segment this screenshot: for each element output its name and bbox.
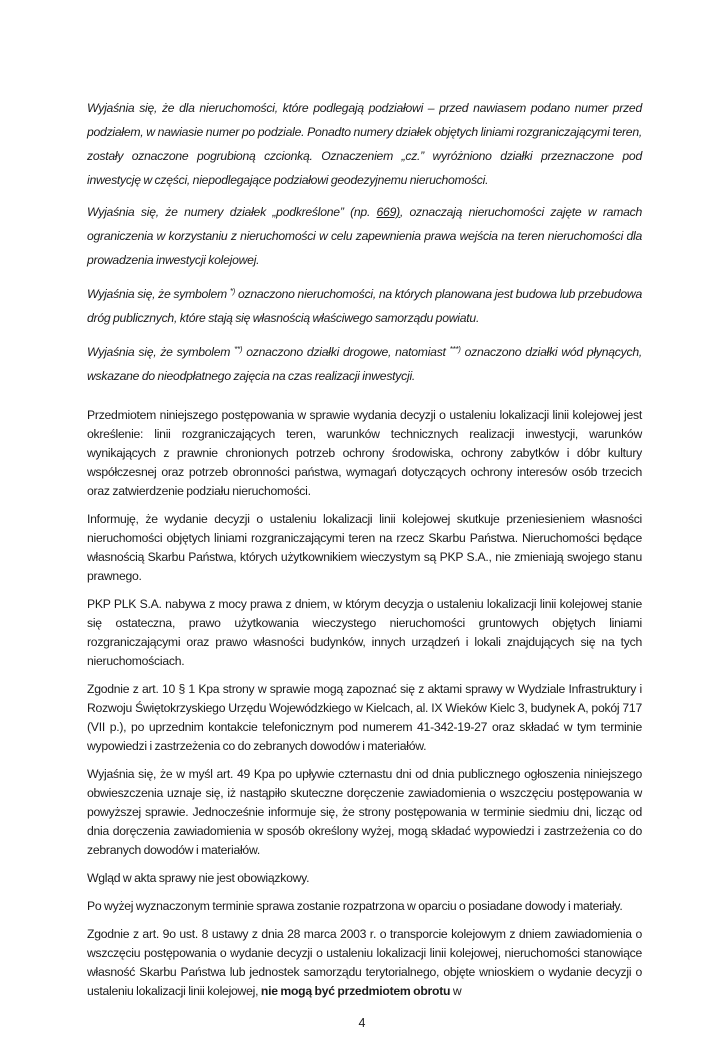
paragraph-art-49: Wyjaśnia się, że w myśl art. 49 Kpa po upływie czternastu dni od dnia publicznego ogłoszenia niniejszego obwieszczenia uznaje się, iż nastąpiło skuteczne doręczenie zawiadomienia o wszczęciu postępowania w powyższej sprawie. Jednocześnie informuje się, że strony postępowania w terminie siedmiu dni, licząc od dnia doręczenia zawiadomienia w sposób określony wyżej, mogą składać wypowiedzi i zastrzeżenia co do zebranych dowodów i materiałów. [87,767,642,857]
note-text: oznaczono nieruchomości, na których planowana jest budowa lub przebudowa dróg publicznych, które stają się własnością właściwego samorządu powiatu. [87,287,642,325]
paragraph-access-files: Zgodnie z art. 10 § 1 Kpa strony w sprawie mogą zapoznać się z aktami sprawy w Wydziale Infrastruktury i Rozwoju Świętokrzyskiego Urzędu Wojewódzkiego w Kielcach, al. IX Wieków Kielc 3, budynek A, pokój 717 (VII p.), po uprzednim kontakcie telefonicznym pod numerem 41-342-19-27 oraz składać w tym terminie wypowiedzi i zastrzeżenia co do zebranych dowodów i materiałów. [87,682,642,753]
paragraph-art-9o [87,925,642,1001]
page-number: 4 [358,1016,366,1030]
note-symbol-single [87,280,642,330]
note-text: Wyjaśnia się, że symbolem [87,345,235,359]
footnote-symbol: *) [229,287,236,296]
note-division-numbers [87,96,642,192]
underlined-parcel-example: 669) [376,205,400,219]
paragraph-pkp-plk: PKP PLK S.A. nabywa z mocy prawa z dniem, w którym decyzja o ustaleniu lokalizacji linii kolejowej stanie się ostateczna, prawo użytkowania wieczystego nieruchomości gruntowych objętych liniami rozgraniczającymi oraz prawo własności budynków, innych urządzeń i lokali znajdujących się na tych nieruchomościach. [87,597,642,668]
footnote-symbol: **) [234,345,243,354]
note-text: Wyjaśnia się, że dla nieruchomości, które podlegają podziałowi – przed nawiasem podano numer przed podziałem, w nawiasie numer po podziale. Ponadto numery działek objętych liniami rozgraniczającymi teren, zostały oznaczone pogrubioną czcionką. Oznaczeniem „cz.” wyróżniono działki przeznaczone pod inwestycję w części, niepodlegające podziałowi geodezyjnemu nieruchomości. [87,101,642,187]
paragraph-text: w [450,984,462,998]
paragraph-text: Zgodnie z art. 9o ust. 8 ustawy z dnia 28 marca 2003 r. o transporcie kolejowym z dniem zawiadomienia o wszczęciu postępowania o wydanie decyzji o ustaleniu lokalizacji linii kolejowej, nieruchomości stanowiące własność Skarbu Państwa lub jednostek samorządu terytorialnego, objęte wnioskiem o wydanie decyzji o ustaleniu lokalizacji linii kolejowej, [87,927,642,998]
paragraph-inspection-optional: Wgląd w akta sprawy nie jest obowiązkowy. [87,871,310,885]
note-underlined-parcels [87,200,642,272]
note-text: oznaczono działki wód płynących, wskazane do nieodpłatnego zajęcia na czas realizacji inwestycji. [87,345,642,383]
note-text: Wyjaśnia się, że numery działek „podkreślone” (np. [87,205,377,219]
paragraph-subject: Przedmiotem niniejszego postępowania w sprawie wydania decyzji o ustaleniu lokalizacji linii kolejowej jest określenie: linii rozgraniczających teren, warunków technicznych realizacji inwestycji, warunków wynikających z prawnie chronionych potrzeb ochrony środowiska, ochrony zabytków i dóbr kultury współczesnej oraz potrzeb obronności państwa, wymagań dotyczących ochrony interesów osób trzecich oraz zatwierdzenie podziału nieruchomości. [87,408,642,498]
bold-emphasis: nie mogą być przedmiotem obrotu [260,984,451,998]
document-page [87,0,642,1001]
note-text: Wyjaśnia się, że symbolem [87,287,230,301]
paragraph-after-deadline: Po wyżej wyznaczonym terminie sprawa zostanie rozpatrzona w oparciu o posiadane dowody i materiały. [87,899,623,913]
note-text: , oznaczają nieruchomości zajęte w ramach ograniczenia w korzystaniu z nieruchomości w celu zapewnienia prawa wejścia na teren nieruchomości dla prowadzenia inwestycji kolejowej. [87,205,642,267]
paragraph-ownership-transfer: Informuję, że wydanie decyzji o ustaleniu lokalizacji linii kolejowej skutkuje przeniesieniem własności nieruchomości objętych liniami rozgraniczającymi teren na rzecz Skarbu Państwa. Nieruchomości będące własnością Skarbu Państwa, których użytkownikiem wieczystym są PKP S.A., nie zmieniają swojego stanu prawnego. [87,512,642,583]
note-symbol-double-triple [87,338,642,388]
footnote-symbol: ***) [449,345,461,354]
note-text: oznaczono działki drogowe, natomiast [242,345,450,359]
